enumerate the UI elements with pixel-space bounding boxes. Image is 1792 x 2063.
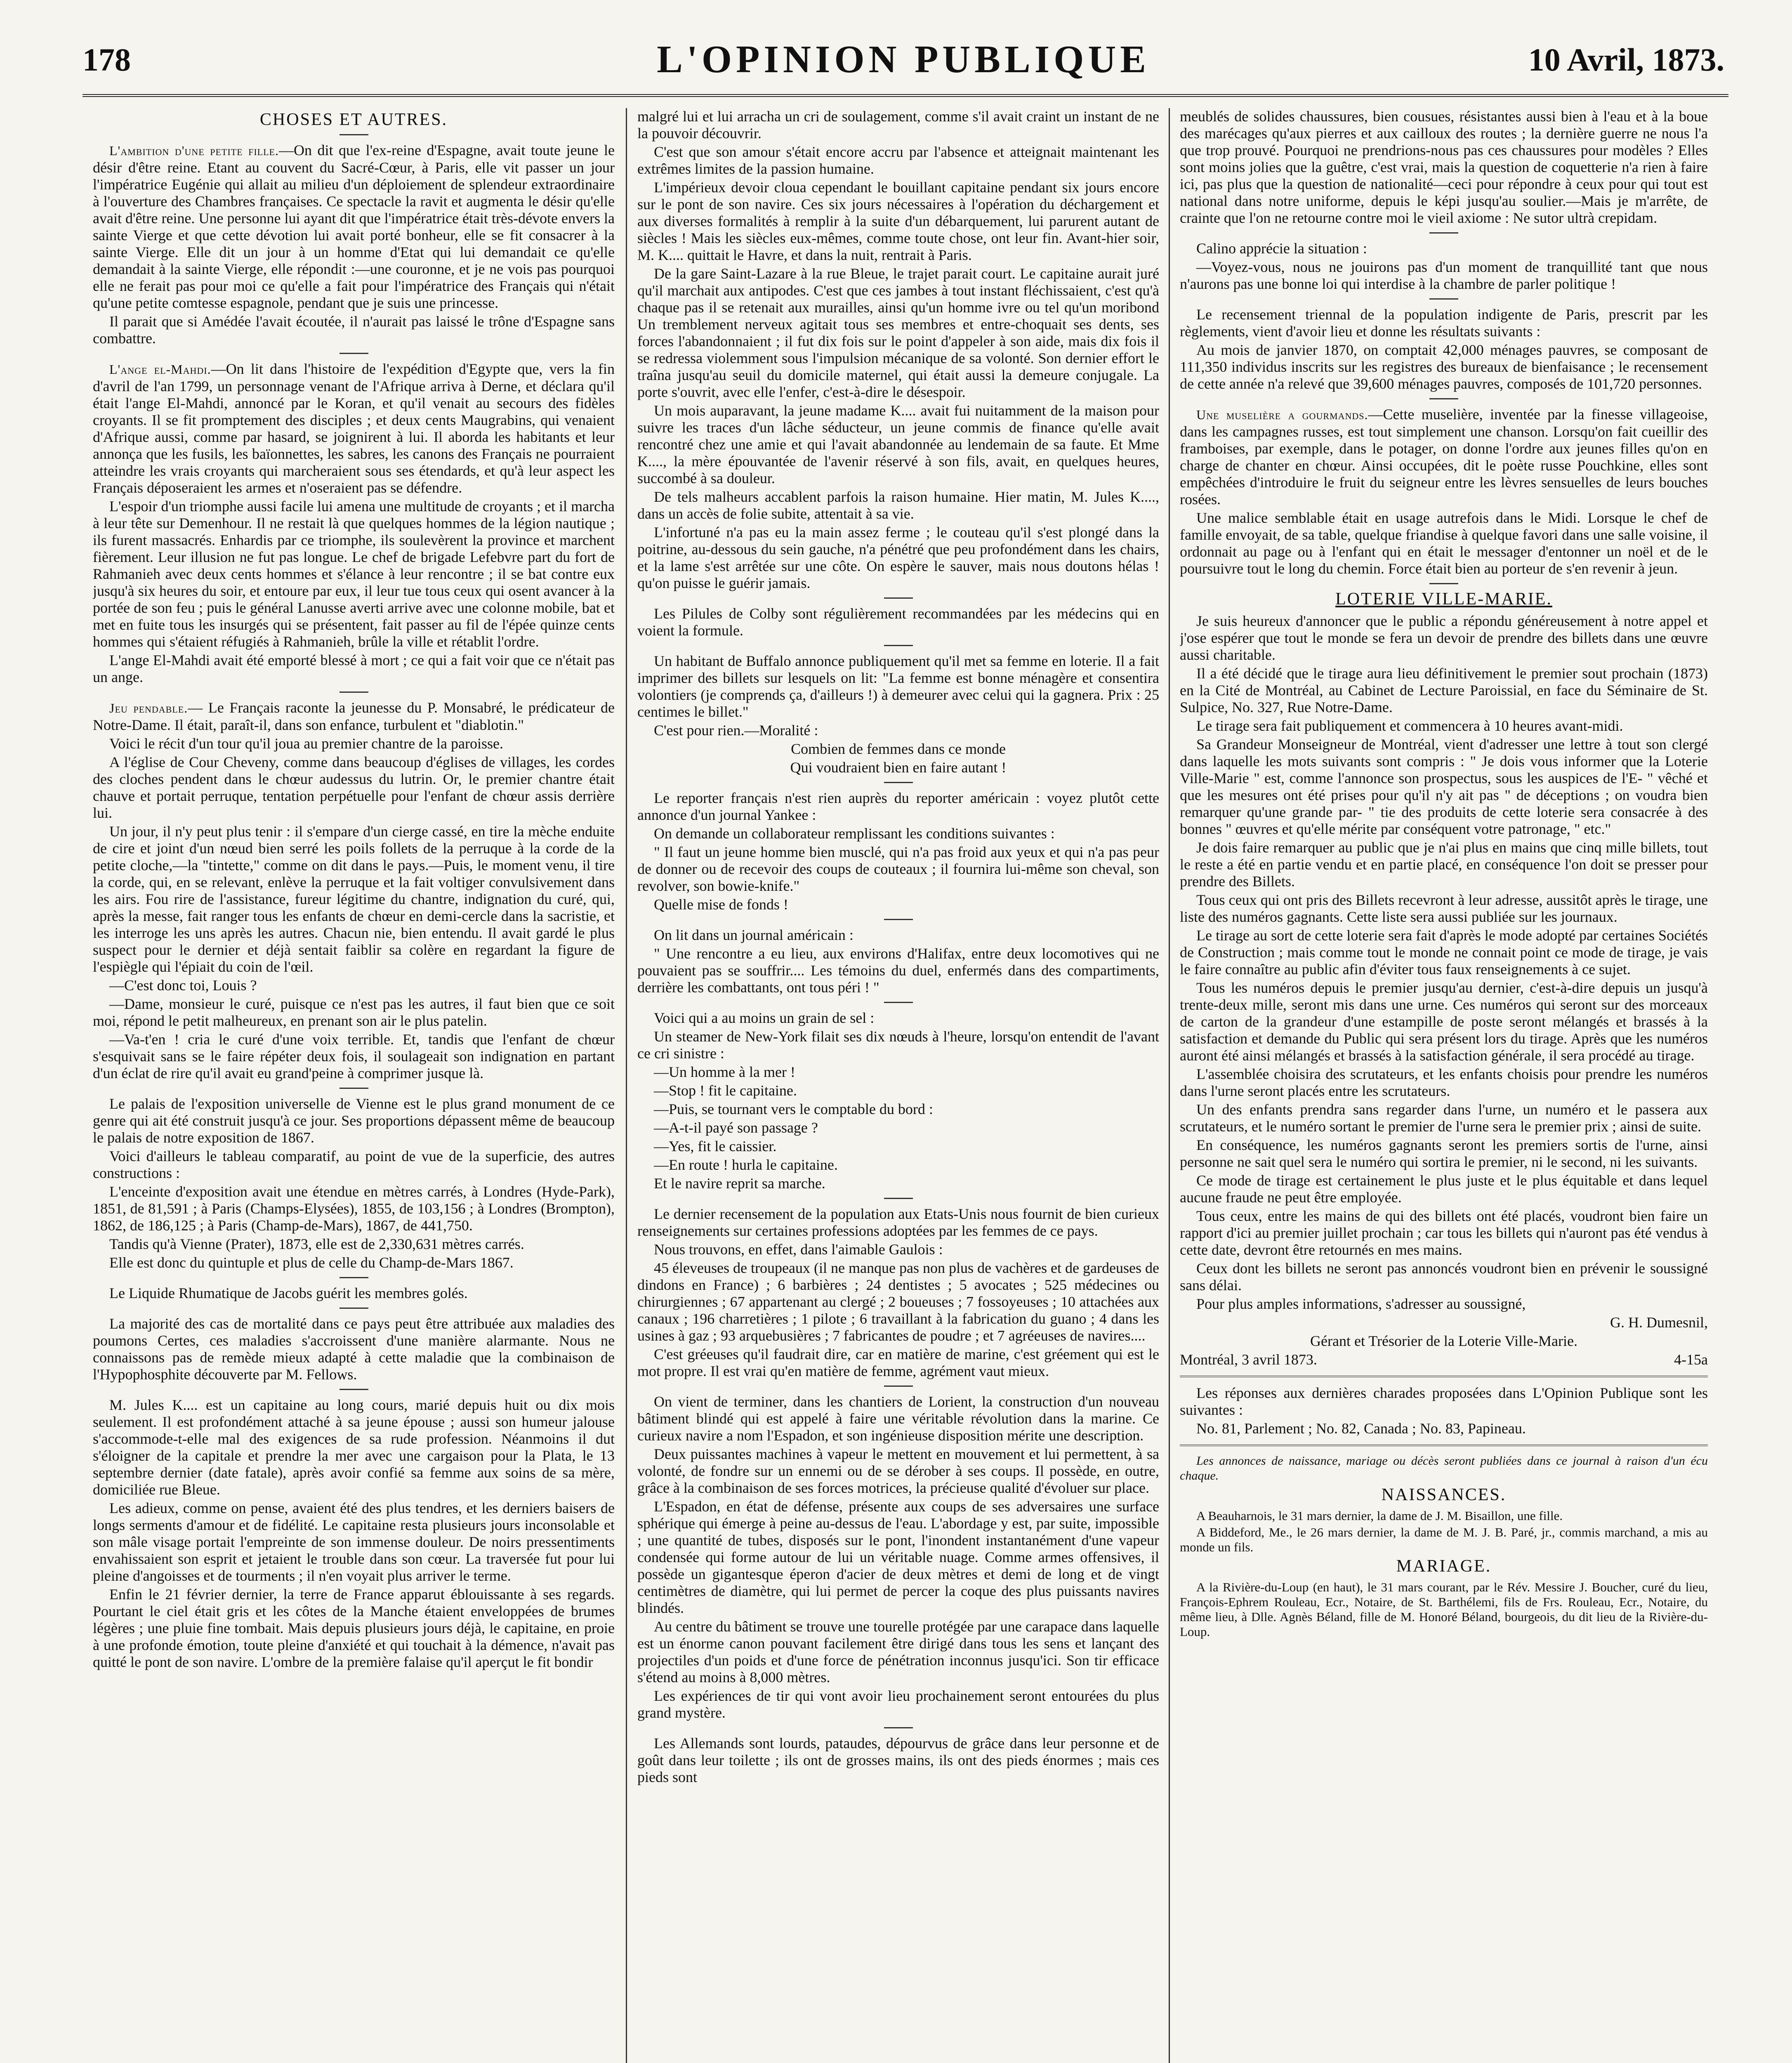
notice: Les annonces de naissance, mariage ou décès seront publiées dans ce journal à raison d'un écu chaque. xyxy=(1180,1454,1708,1482)
dialogue-line: —Puis, se tournant vers le comptable du bord : xyxy=(654,1101,933,1117)
article-paragraph: Jeu pendable.— Le Français raconte la jeunesse du P. Monsabré, le prédicateur de Notre-Dame. Il était, paraît-il, dans son enfance, turbulent et "diablotin." xyxy=(93,699,615,733)
separator xyxy=(340,1389,368,1390)
separator xyxy=(884,645,913,646)
article-paragraph: Elle est donc du quintuple et plus de celle du Champ-de-Mars 1867. xyxy=(109,1254,514,1271)
section-title: LOTERIE VILLE-MARIE. xyxy=(1335,590,1552,609)
article-paragraph: meublés de solides chaussures, bien cousues, résistantes aussi bien à l'eau et à la boue des marécages qu'aux pierres et aux cailloux des routes ; la dernière guerre ne nous l'a que trop prouvé. Pourquoi ne prendrions-nous pas ces chaussures pour modèles ? Elles sont moins jolies que la guêtre, c'est vrai, mais la question de coquetterie n'a rien à faire ici, pas plus que la question de nationalité—ceci pour répondre à ceux pour qui tout est national dans notre uniforme, depuis le képi jusqu'au soulier.—Mais je m'arrête, de crainte que l'on ne retourne contre moi le vieil axiome : Ne sutor ultrà crepidam. xyxy=(1180,108,1708,226)
marriage-notice: A la Rivière-du-Loup (en haut), le 31 mars courant, par le Rév. Messire J. Boucher, curé du lieu, François-Ephrem Rouleau, Ecr., Notaire, de St. Barthélemi, fils de Frs. Rouleau, Ecr., Notaire, du même lieu, à Dlle. Agnès Béland, fille de M. Honoré Béland, bourgeois, du dit lieu de la Rivière-du-Loup. xyxy=(1180,1580,1708,1639)
signature-name: G. H. Dumesnil, xyxy=(1610,1314,1708,1331)
article-paragraph: No. 81, Parlement ; No. 82, Canada ; No. 83, Papineau. xyxy=(1196,1420,1526,1437)
article-paragraph: Ce mode de tirage est certainement le plus juste et le plus équitable et dans lequel aucune fraude ne peut être employée. xyxy=(1180,1172,1708,1206)
article-paragraph: L'ambition d'une petite fille.—On dit que l'ex-reine d'Espagne, avait toute jeune le désir d'être reine. Etant au couvent du Sacré-Cœur, à Paris, elle vit passer un jour l'impératrice Eugénie qui allait au milieu d'un déploiement de splendeur extraordinaire à l'ouverture des Chambres françaises. Ce spectacle la ravit et augmenta le désir qu'elle avait d'être reine. Une personne lui ayant dit que l'impératrice était très-dévote envers la sainte Vierge et que cette dévotion lui avait porté bonheur, elle se fit consacrer à la sainte Vierge. Elle dit un jour à un homme d'Etat qui lui demandait ce qu'elle demandait à la sainte Vierge, elle répondit :—une couronne, et je ne vois pas pourquoi elle ne ferait pas pour moi ce qu'elle a fait pour l'impératrice des Français qui n'était qu'une petite comtesse espagnole, pendant que je suis une princesse. xyxy=(93,142,615,311)
separator xyxy=(884,597,913,599)
signature-place: Montréal, 3 avril 1873. 4-15a xyxy=(1180,1351,1708,1368)
separator xyxy=(1429,232,1458,234)
article-paragraph: Le tirage sera fait publiquement et commencera à 10 heures avant-midi. xyxy=(1196,718,1623,734)
article-paragraph: Il parait que si Amédée l'avait écoutée, il n'aurait pas laissé le trône d'Espagne sans combattre. xyxy=(93,313,615,347)
article-paragraph: Un mois auparavant, la jeune madame K.... avait fui nuitamment de la maison pour suivre les traces d'un lâche séducteur, un jeune commis de finance qu'elle avait rencontré chez une amie et qui l'avait abandonnée au lendemain de sa faute. Et Mme K...., la mère épouvantée de l'avenir réservé à son fils, avait, en quelques heures, succombé à sa douleur. xyxy=(637,402,1159,486)
advertisement: La majorité des cas de mortalité dans ce pays peut être attribuée aux maladies des poumons Certes, ces maladies s'accroissent d'une manière alarmante. Nous ne connaissons pas de remède mieux adapté à cette maladie que la combinaison de l'Hypophosphite découverte par M. Fellows. xyxy=(93,1315,615,1383)
separator xyxy=(340,353,368,354)
article-paragraph: L'espoir d'un triomphe aussi facile lui amena une multitude de croyants ; et il marcha à leur tête sur Demenhour. Il ne restait là que quelques hommes de la légion nautique ; ils furent massacrés. Enhardis par ce triomphe, ils soulevèrent la province et marchent fièrement. Leur illusion ne fut pas longue. Le chef de brigade Lefebvre part du fort de Rahmanieh avec deux cents hommes et s'élance à leur rencontre ; il se bat contre eux jusqu'à six heures du soir, et entoure par eux, il leur tue tous ceux qui osent avancer à la portée de son feu ; puis le général Lanusse averti arrive avec une colonne mobile, bat et met en fuite tous les insurgés qui se présentent, fait passer au fil de l'épée quinze cents hommes qui s'étaient réfugiés à Rahmanieh, brûle la ville et rétablit l'ordre. xyxy=(93,498,615,650)
article-paragraph: " Il faut un jeune homme bien musclé, qui n'a pas froid aux yeux et qui n'a pas peur de donner ou de recevoir des coups de couteaux ; il fournira lui-même son cheval, son revolver, son bowie-knife." xyxy=(637,844,1159,894)
article-paragraph: Quelle mise de fonds ! xyxy=(654,896,788,913)
article-paragraph: Je suis heureux d'annoncer que le public a répondu généreusement à notre appel et j'ose espérer que tout le monde se fera un devoir de prendre des billets dans une œuvre aussi charitable. xyxy=(1180,613,1708,663)
dialogue-line: —Yes, fit le caissier. xyxy=(654,1138,777,1154)
article-paragraph: Nous trouvons, en effet, dans l'aimable Gaulois : xyxy=(654,1241,943,1258)
column-divider xyxy=(1169,108,1170,2063)
article-paragraph: Au centre du bâtiment se trouve une tourelle protégée par une carapace dans laquelle est un énorme canon pouvant facilement être dirigé dans tous les sens et lançant des projectiles d'un poids et d'une force de pénétration inconnus jusqu'ici. Son tir efficace s'étend au moins à 8,000 mètres. xyxy=(637,1618,1159,1685)
separator xyxy=(1180,1376,1708,1377)
article-paragraph: Une malice semblable était en usage autrefois dans le Midi. Lorsque le chef de famille envoyait, de sa table, quelque friandise à quelque favori dans une salle voisine, il ordonnait au page ou à l'enfant qui en était le messager d'entonner un noël et de le poursuivre tout le long du chemin. Force était bien au porteur de s'en revenir à jeun. xyxy=(1180,510,1708,577)
separator xyxy=(1429,583,1458,584)
page-number: 178 xyxy=(83,42,131,78)
separator xyxy=(1429,398,1458,399)
article-paragraph: C'est pour rien.—Moralité : xyxy=(654,722,818,739)
column-divider xyxy=(626,108,627,2063)
dialogue-line: —A-t-il payé son passage ? xyxy=(654,1119,818,1136)
article-paragraph: De la gare Saint-Lazare à la rue Bleue, le trajet parait court. Le capitaine aurait juré qu'il marchait aux antipodes. C'est que ces jambes à tout instant fléchissaient, c'est qu'à chaque pas il se retenait aux murailles, ainsi qu'un homme ivre ou tel qu'un moribond Un tremblement nerveux agitait tous ses membres et entre-choquait ses dents, ses forces l'abandonnaient ; il fut dix fois sur le point d'appeler à son aide, mais dix fois il se redressa violemment sous l'impulsion mécanique de sa volonté. Son dernier effort le traîna jusqu'au seuil du domicile maternel, qui était aussi la demeure conjugale. La porte s'ouvrit, avec elle l'enfer, c'est-à-dire le désespoir. xyxy=(637,265,1159,400)
article-paragraph: A l'église de Cour Cheveny, comme dans beaucoup d'églises de villages, les cordes des cloches pendent dans le chœur audessus du lutrin. Or, le premier chantre était chauve et portait perruque, tentation perpétuelle pour l'enfant de chœur assis derrière lui. xyxy=(93,754,615,821)
separator xyxy=(340,134,368,135)
article-paragraph: Au mois de janvier 1870, on comptait 42,000 ménages pauvres, se composant de 111,350 individus inscrits sur les registres des bureaux de bienfaisance ; le recensement de cette année n'a relevé que 39,600 ménages pauvres, composés de 101,720 personnes. xyxy=(1180,342,1708,392)
article-paragraph: —C'est donc toi, Louis ? xyxy=(109,977,257,994)
article-paragraph: Un habitant de Buffalo annonce publiquement qu'il met sa femme en loterie. Il a fait imprimer des billets sur lesquels on lit: "La femme est bonne ménagère et consentira volontiers (je comprends ça, d'ailleurs !) à demeurer avec celui qui la gagnera. Prix : 25 centimes le billet." xyxy=(637,653,1159,720)
birth-notice: A Beauharnois, le 31 mars dernier, la dame de J. M. Bisaillon, une fille. xyxy=(1196,1508,1563,1523)
article-paragraph: Le reporter français n'est rien auprès du reporter américain : voyez plutôt cette annonce d'un journal Yankee : xyxy=(637,790,1159,823)
article-paragraph: C'est gréeuses qu'il faudrait dire, car en matière de marine, c'est gréement qui est le mot propre. Il est vrai qu'en matière de femme, agrément vaut mieux. xyxy=(637,1346,1159,1379)
article-paragraph: Un des enfants prendra sans regarder dans l'urne, un numéro et le passera aux scrutateurs, et le numéro sortant le premier de l'urne sera le premier prix ; ainsi de suite. xyxy=(1180,1101,1708,1135)
separator xyxy=(884,1198,913,1199)
article-paragraph: L'Espadon, en état de défense, présente aux coups de ses adversaires une surface sphérique qui émerge à peine au-dessus de l'eau. L'abordage y est, par suite, impossible ; une quantité de tubes, disposés sur le pont, l'inondent instantanément d'une vapeur condensée qui forme autour de lui un véritable nuage. Comme armes offensives, il possède un gigantesque éperon d'acier de deux mètres et demi de long et de vingt centimètres de diamètre, qui lui permet de percer la coque des plus puissants navires blindés. xyxy=(637,1498,1159,1616)
article-paragraph: Ceux dont les billets ne seront pas annoncés voudront bien en prévenir le soussigné sans délai. xyxy=(1180,1260,1708,1294)
article-paragraph: L'impérieux devoir cloua cependant le bouillant capitaine pendant six jours encore sur le pont de son navire. Ces six jours nécessaires à l'opération du déchargement et aux diverses formalités à remplir à la suite d'un débarquement, lui parurent autant de siècles ! Mais les siècles eux-mêmes, comme toute chose, ont leur fin. Avant-hier soir, M. K.... quittait le Havre, et dans la nuit, rentrait à Paris. xyxy=(637,179,1159,263)
article-paragraph: Tous les numéros depuis le premier jusqu'au dernier, c'est-à-dire depuis un jusqu'à trente-deux mille, seront mis dans une urne. Ces numéros qui seront sur des morceaux de carton de la grandeur d'une estampille de poste seront mélangés et brassés à la satisfaction et demande du Public qui sera présent lors du tirage. Après que les numéros auront été ainsi mélangés et brassés à la satisfaction générale, il sera procédé au tirage. xyxy=(1180,980,1708,1064)
article-paragraph: On vient de terminer, dans les chantiers de Lorient, la construction d'un nouveau bâtiment blindé qui est appelé à faire une véritable révolution dans la marine. Ce curieux navire a nom l'Espadon, et son ingénieuse disposition mérite une description. xyxy=(637,1393,1159,1444)
article-paragraph: L'assemblée choisira des scrutateurs, et les enfants choisis pour prendre les numéros dans l'urne seront placés entre les scrutateurs. xyxy=(1180,1066,1708,1099)
article-paragraph: 45 éleveuses de troupeaux (il ne manque pas non plus de vachères et de gardeuses de dindons en France) ; 6 barbières ; 24 dentistes ; 5 avocates ; 525 médecines ou chirurgiennes ; 67 appartenant au clergé ; 2 boueuses ; 7 fossoyeuses ; 10 attachées aux canaux ; 196 charretières ; 1 pilote ; 6 travaillant à la fabrication du guano ; 4 dans les usines à gaz ; 93 arquebusières ; 7 fabricantes de poudre ; et 7 agréeuses de navires.... xyxy=(637,1260,1159,1344)
separator xyxy=(340,1088,368,1089)
separator xyxy=(1180,1445,1708,1446)
separator xyxy=(884,1386,913,1387)
separator xyxy=(340,692,368,693)
separator xyxy=(884,1727,913,1728)
marriage-heading: MARIAGE. xyxy=(1396,1557,1492,1576)
article-paragraph: Le tirage au sort de cette loterie sera fait d'après le mode adopté par certaines Sociétés de Construction ; mais comme tout le monde ne connait point ce mode de tirage, je vais le faire connaître au public afin d'éviter tous faux renseignements à ce sujet. xyxy=(1180,927,1708,977)
article-paragraph: C'est que son amour s'était encore accru par l'absence et atteignait maintenant les extrêmes limites de la passion humaine. xyxy=(637,144,1159,177)
column-3 xyxy=(1180,108,1708,2063)
article-paragraph: L'ange el-Mahdi.—On lit dans l'histoire de l'expédition d'Egypte que, vers la fin d'avril de l'an 1799, un personnage venant de l'Afrique arriva à Derne, et déclara qu'il était l'ange El-Mahdi, annoncé par le Koran, et qu'il venait au secours des fidèles croyants. Il se fit promptement des disciples ; et deux cents Maugrabins, qui venaient d'Afrique aussi, comme par hasard, se joignirent à lui. Il aborda les habitants et leur annonça que les fusils, les baïonnettes, les sabres, les canons des Français ne pourraient atteindre les vrais croyants qui marcheraient sous ses étendards, et qu'à leur aspect les Français déposeraient les armes et n'oseraient pas se défendre. xyxy=(93,361,615,496)
article-paragraph: Les adieux, comme on pense, avaient été des plus tendres, et les derniers baisers de longs serments d'amour et de fidélité. Le capitaine resta plusieurs jours inconsolable et son mâle visage portait l'empreinte de son immense douleur. De noirs pressentiments envahissaient son esprit et jetaient le trouble dans son cœur. La traversée fut pour lui pleine d'angoisses et de tourments ; il n'en voyait plus arriver le terme. xyxy=(93,1500,615,1584)
article-paragraph: L'ange El-Mahdi avait été emporté blessé à mort ; ce qui a fait voir que ce n'était pas un ange. xyxy=(93,652,615,685)
verse-line: Qui voudraient bien en faire autant ! xyxy=(790,759,1007,776)
dialogue-line: —En route ! hurla le capitaine. xyxy=(654,1157,838,1173)
separator xyxy=(1429,298,1458,300)
column-1 xyxy=(93,108,615,2063)
birth-notice: A Biddeford, Me., le 26 mars dernier, la dame de M. J. B. Paré, jr., commis marchand, a mis au monde un fils. xyxy=(1180,1525,1708,1554)
article-paragraph: Enfin le 21 février dernier, la terre de France apparut éblouissante à ses regards. Pourtant le ciel était gris et les côtes de la Manche étaient enveloppées de brumes légères ; une pluie fine tombait. Mais depuis plusieurs jours déjà, le capitaine, en proie à une profonde émotion, toute pleine d'anxiété et qui touchait à la démence, n'avait pas quitté le pont de son navire. L'ombre de la première falaise qu'il aperçut le fit bondir xyxy=(93,1586,615,1670)
article-paragraph: On demande un collaborateur remplissant les conditions suivantes : xyxy=(654,825,1055,842)
article-paragraph: Le palais de l'exposition universelle de Vienne est le plus grand monument de ce genre qui ait été construit jusqu'à ce jour. Ses proportions dépassent même de beaucoup le palais de notre exposition de 1867. xyxy=(93,1095,615,1146)
separator xyxy=(884,919,913,920)
separator xyxy=(340,1277,368,1278)
header-rule xyxy=(83,94,1728,97)
signature-title: Gérant et Trésorier de la Loterie Ville-Marie. xyxy=(1310,1333,1577,1349)
masthead-title: L'OPINION PUBLIQUE xyxy=(657,38,1150,81)
advertisement: Le Liquide Rhumatique de Jacobs guérit les membres golés. xyxy=(109,1285,468,1301)
section-title: CHOSES ET AUTRES. xyxy=(259,110,448,129)
article-paragraph: Pour plus amples informations, s'adresser au soussigné, xyxy=(1196,1296,1526,1312)
article-paragraph: malgré lui et lui arracha un cri de soulagement, comme s'il avait craint un instant de ne la pouvoir découvrir. xyxy=(637,108,1159,142)
article-paragraph: —Dame, monsieur le curé, puisque ce n'est pas les autres, il faut bien que ce soit moi, répond le petit malheureux, en prenant son air le plus patelin. xyxy=(93,996,615,1029)
article-paragraph: " Une rencontre a eu lieu, aux environs d'Halifax, entre deux locomotives qui ne pouvaient pas se souffrir.... Les témoins du duel, enfermés dans des compartiments, derrière les combattants, ont tous péri ! " xyxy=(637,945,1159,996)
article-paragraph: Deux puissantes machines à vapeur le mettent en mouvement et lui permettent, à sa volonté, de fondre sur un ennemi ou de se dérober à ses coups. Il possède, en outre, grâce à la combinaison de ses forces motrices, la précieuse qualité d'évoluer sur place. xyxy=(637,1446,1159,1496)
article-paragraph: L'enceinte d'exposition avait une étendue en mètres carrés, à Londres (Hyde-Park), 1851, de 81,591 ; à Paris (Champs-Elysées), 1855, de 103,156 ; à Londres (Brompton), 1862, de 186,125 ; à Paris (Champ-de-Mars), 1867, de 441,750. xyxy=(93,1183,615,1234)
article-paragraph: Le dernier recensement de la population aux Etats-Unis nous fournit de bien curieux renseignements sur certaines professions adoptées par les femmes de ce pays. xyxy=(637,1206,1159,1239)
article-paragraph: —Voyez-vous, nous ne jouirons pas d'un moment de tranquillité tant que nous n'aurons pas une bonne loi qui interdise à la chambre de parler politique ! xyxy=(1180,259,1708,292)
article-paragraph: Calino apprécie la situation : xyxy=(1196,240,1367,257)
separator xyxy=(340,1308,368,1309)
dialogue-line: —Stop ! fit le capitaine. xyxy=(654,1082,797,1099)
article-paragraph: Un jour, il n'y peut plus tenir : il s'empare d'un cierge cassé, en tire la mèche enduite de cire et joint d'un nœud bien serré les poils follets de la perruque à la corde de la petite cloche,—la "tintette," comme on dit dans le pays.—Puis, le moment venu, il tire la corde, qui, en se relevant, enlève la perruque et la fait voltiger convulsivement dans les airs. Fou rire de l'assistance, fureur légitime du chantre, indignation du curé, qui, après la messe, fait ranger tous les enfants de chœur en demi-cercle dans la sacristie, et les interroge les uns après les autres. Chacun nie, bien entendu. Il avait gardé le plus suspect pour le dernier et déjà sentait faiblir sa colère en regardant la figure de l'espiègle qui l'épiait du coin de l'œil. xyxy=(93,823,615,975)
article-paragraph: Les Allemands sont lourds, pataudes, dépourvus de grâce dans leur personne et de goût dans leur toilette ; ils ont de grosses mains, ils ont des pieds énormes ; mais ces pieds sont xyxy=(637,1735,1159,1785)
separator xyxy=(884,782,913,783)
issue-date: 10 Avril, 1873. xyxy=(1528,42,1724,78)
births-heading: NAISSANCES. xyxy=(1381,1485,1507,1504)
article-paragraph: En conséquence, les numéros gagnants seront les premiers sortis de l'urne, ainsi personne ne sait quel sera le numéro qui sortira le premier, ni le second, ni les suivants. xyxy=(1180,1137,1708,1170)
article-paragraph: Les réponses aux dernières charades proposées dans L'Opinion Publique sont les suivantes : xyxy=(1180,1385,1708,1418)
separator xyxy=(884,1002,913,1003)
advertisement: Les Pilules de Colby sont régulièrement recommandées par les médecins qui en voient la formule. xyxy=(637,605,1159,639)
column-2 xyxy=(637,108,1159,2063)
article-paragraph: Et le navire reprit sa marche. xyxy=(654,1175,825,1192)
page-header xyxy=(83,37,1724,87)
article-paragraph: Je dois faire remarquer au public que je n'ai plus en mains que cinq mille billets, tout le reste a été en partie vendu et en partie placé, en conséquence l'on doit se presser pour prendre des Billets. xyxy=(1180,839,1708,890)
article-paragraph: On lit dans un journal américain : xyxy=(654,927,854,943)
article-paragraph: Voici d'ailleurs le tableau comparatif, au point de vue de la superficie, des autres constructions : xyxy=(93,1148,615,1181)
verse-line: Combien de femmes dans ce monde xyxy=(791,741,1006,757)
article-paragraph: Les expériences de tir qui vont avoir lieu prochainement seront entourées du plus grand mystère. xyxy=(637,1688,1159,1721)
article-paragraph: Tous ceux qui ont pris des Billets recevront à leur adresse, aussitôt après le tirage, une liste des numéros gagnants. Cette liste sera aussi publiée sur les journaux. xyxy=(1180,892,1708,925)
article-paragraph: De tels malheurs accablent parfois la raison humaine. Hier matin, M. Jules K...., dans un accès de folie subite, attentait à sa vie. xyxy=(637,489,1159,522)
dialogue-line: —Un homme à la mer ! xyxy=(654,1064,795,1080)
article-paragraph: Voici qui a au moins un grain de sel : xyxy=(654,1010,875,1026)
article-paragraph: Un steamer de New-York filait ses dix nœuds à l'heure, lorsqu'on entendit de l'avant ce cri sinistre : xyxy=(637,1028,1159,1062)
article-paragraph: Sa Grandeur Monseigneur de Montréal, vient d'adresser une lettre à tout son clergé dans laquelle les mots suivants sont compris : " Je dois vous informer que la Loterie Ville-Marie " est, comme l'annonce son prospectus, sous les auspices de l'E- " vêché et que les mesures ont été prises pour qu'il n'y ait pas " de déceptions ; on voudra bien remarquer qu'une grande par- " tie des produits de cette loterie sera consacrée à des bonnes " œuvres et qu'elle mérite par conséquent votre patronage, " etc." xyxy=(1180,736,1708,837)
article-paragraph: Le recensement triennal de la population indigente de Paris, prescrit par les règlements, vient d'avoir lieu et donne les résultats suivants : xyxy=(1180,306,1708,340)
article-paragraph: Il a été décidé que le tirage aura lieu définitivement le premier sout prochain (1873) en la Cité de Montréal, au Cabinet de Lecture Paroissial, en face du Séminaire de St. Sulpice, No. 327, Rue Notre-Dame. xyxy=(1180,665,1708,715)
article-paragraph: M. Jules K.... est un capitaine au long cours, marié depuis huit ou dix mois seulement. Il est profondément attaché à sa jeune épouse ; aussi son humeur jalouse s'accommode-t-elle mal des exigences de sa rude profession. Néanmoins il dut s'éloigner de la capitale et prendre la mer avec une cargaison pour la Plata, le 13 septembre dernier (date fatale), après avoir confié sa femme aux soins de sa mère, domiciliée rue Bleue. xyxy=(93,1397,615,1498)
article-paragraph: Voici le récit d'un tour qu'il joua au premier chantre de la paroisse. xyxy=(109,735,503,752)
article-paragraph: —Va-t'en ! cria le curé d'une voix terrible. Et, tandis que l'enfant de chœur s'esquivait sans se le faire répéter deux fois, il soulageait son indignation en partant d'un éclat de rire qu'il avait eu grand'peine à comprimer jusque là. xyxy=(93,1031,615,1081)
article-paragraph: L'infortuné n'a pas eu la main assez ferme ; le couteau qu'il s'est plongé dans la poitrine, au-dessous du sein gauche, n'a pénétré que peu profondément dans les chairs, et la lame s'est arrêtée sur une côte. On espère le sauver, mais nous doutons hélas ! qu'on puisse le guérir jamais. xyxy=(637,524,1159,591)
article-paragraph: Tous ceux, entre les mains de qui des billets ont été placés, voudront bien faire un rapport d'ici au premier juillet prochain ; car tous les billets qui n'auront pas été vendus à cette date, devront être retournés en mes mains. xyxy=(1180,1208,1708,1258)
article-paragraph: Tandis qu'à Vienne (Prater), 1873, elle est de 2,330,631 mètres carrés. xyxy=(109,1236,524,1252)
article-paragraph: Une muselière a gourmands.—Cette muselière, inventée par la finesse villageoise, dans les campagnes russes, est tout simplement une chanson. Lorsqu'on fait cueillir des framboises, par exemple, dans le potager, on donne l'ordre aux jeunes filles qu'on en charge de chanter en chœur. Ainsi occupées, dit le poète russe Pouchkine, elles sont empêchées d'introduire le fruit du seigneur entre les lèvres sensuelles de leurs bouches rosées. xyxy=(1180,406,1708,507)
